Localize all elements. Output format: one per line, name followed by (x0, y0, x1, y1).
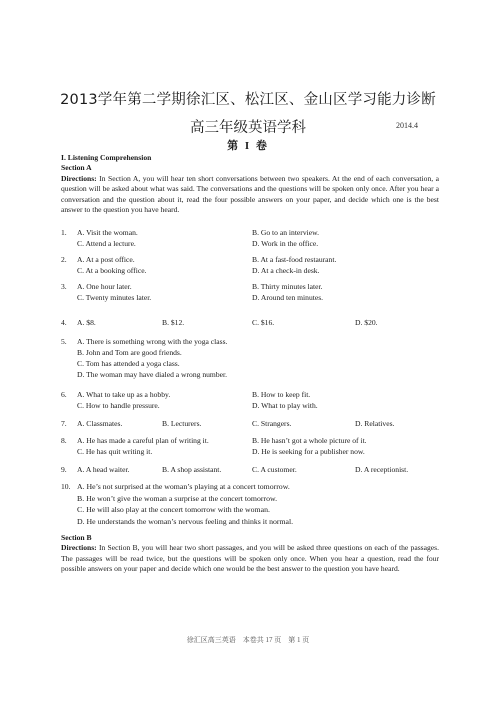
option-a: A. At a post office. (77, 255, 135, 264)
section-b-label: Section B (61, 533, 92, 542)
option-c: C. Attend a lecture. (77, 239, 136, 248)
option-d: D. He is seeking for a publisher now. (252, 447, 365, 456)
directions-label: Directions: (61, 543, 97, 553)
section-heading: I. Listening Comprehension (61, 153, 152, 162)
option-d: D. $20. (355, 318, 378, 327)
option-b: B. $12. (162, 318, 185, 327)
directions-text: In Section A, you will hear ten short conversations between two speakers. At the end of each conversation, a question will be asked about what was said. The conversations and the questions will be spoken only once. After you hear a conversation and the question about it, read the four possible answers on your paper, and decide which one is the best answer to the question you have heard. (61, 173, 439, 215)
directions-label: Directions: (61, 173, 97, 183)
option-d: D. He understands the woman’s nervous feeling and thinks it normal. (77, 516, 294, 526)
option-a: A. One hour later. (77, 282, 132, 291)
exam-subtitle: 高三年级英语学科 (190, 120, 306, 136)
section-b-block (61, 533, 439, 575)
question-number: 7. (61, 419, 67, 428)
option-c: C. Strangers. (252, 419, 292, 428)
option-c: C. $16. (252, 318, 275, 327)
option-c: C. Twenty minutes later. (77, 293, 152, 302)
exam-date: 2014.4 (396, 121, 418, 130)
part-heading: 第 I 卷 (227, 140, 269, 152)
option-b: B. Thirty minutes later. (252, 282, 323, 291)
option-d: D. Relatives. (355, 419, 395, 428)
question-number: 8. (61, 436, 67, 445)
page-footer: 徐汇区高三英语 本卷共 17 页 第 1 页 (186, 636, 310, 644)
section-a-label: Section A (61, 163, 92, 173)
option-b: B. He hasn’t got a whole picture of it. (252, 436, 367, 445)
option-c: C. How to handle pressure. (77, 401, 160, 410)
question-number: 2. (61, 255, 67, 264)
question-number: 6. (61, 390, 67, 399)
option-a: A. He has made a careful plan of writing it. (77, 436, 209, 445)
option-c: C. He will also play at the concert tomorrow with the woman. (77, 505, 270, 514)
option-b: B. Lecturers. (162, 419, 202, 428)
option-a: A. What to take up as a hobby. (77, 390, 171, 399)
option-c: C. At a booking office. (77, 266, 147, 275)
option-d: D. A receptionist. (355, 465, 409, 474)
option-a: A. A head waiter. (77, 465, 130, 474)
question-number: 4. (61, 318, 67, 327)
directions-text: In Section B, you will hear two short passages, and you will be asked three questions on each of the passages. The passages will be read twice, but the questions will be spoken only once. When you hear a question, read the four possible answers on your paper and decide which one would be the best answer to the question you have heard. (61, 543, 439, 574)
option-b: B. He won’t give the woman a surprise at the concert tomorrow. (77, 493, 278, 503)
option-d: D. What to play with. (252, 401, 318, 410)
exam-title: 2013学年第二学期徐汇区、松江区、金山区学习能力诊断 (60, 92, 436, 108)
option-a: A. $8. (77, 318, 96, 327)
section-b-directions (61, 543, 439, 574)
option-b: B. John and Tom are good friends. (77, 348, 182, 357)
option-d: D. Around ten minutes. (252, 293, 324, 302)
option-a: A. He’s not surprised at the woman’s playing at a concert tomorrow. (77, 482, 290, 491)
option-a: A. There is something wrong with the yoga class. (77, 337, 228, 346)
question-number: 10. (61, 482, 71, 491)
option-a: A. Classmates. (77, 419, 123, 428)
question-number: 3. (61, 282, 67, 291)
option-d: D. The woman may have dialed a wrong number. (77, 370, 228, 379)
option-c: C. A customer. (252, 465, 297, 474)
option-b: B. How to keep fit. (252, 390, 311, 399)
option-a: A. Visit the woman. (77, 228, 138, 237)
option-b: B. Go to an interview. (252, 228, 319, 237)
section-a-block (61, 153, 439, 215)
question-number: 5. (61, 337, 67, 346)
option-b: B. A shop assistant. (162, 465, 222, 474)
section-a-directions (61, 174, 439, 216)
option-d: D. Work in the office. (252, 239, 319, 248)
question-number: 1. (61, 228, 67, 237)
option-c: C. Tom has attended a yoga class. (77, 359, 180, 368)
option-b: B. At a fast-food restaurant. (252, 255, 337, 264)
question-number: 9. (61, 465, 67, 474)
option-d: D. At a check-in desk. (252, 266, 320, 275)
option-c: C. He has quit writing it. (77, 447, 153, 456)
